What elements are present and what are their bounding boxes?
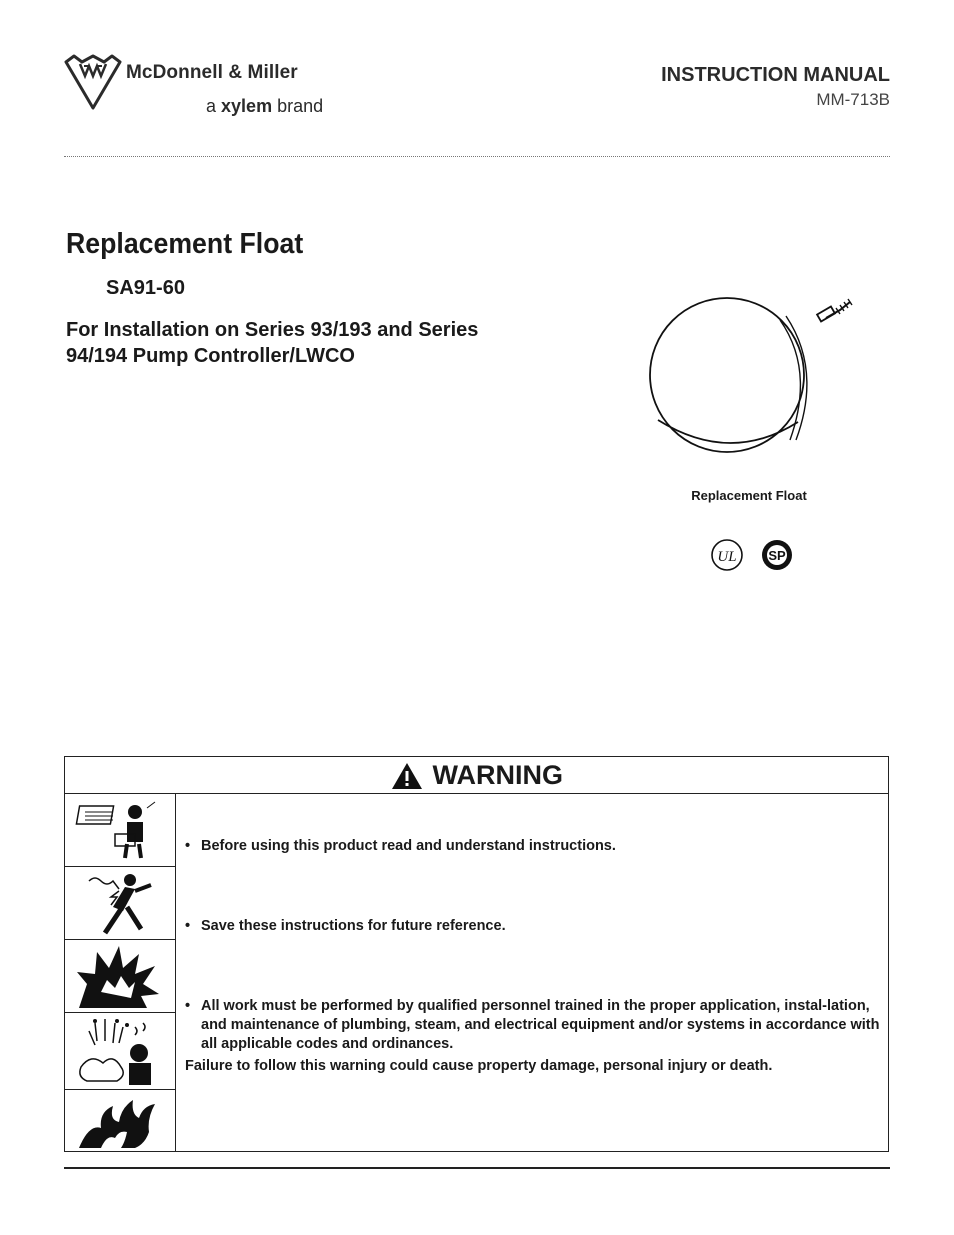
- brand-subline: [206, 96, 323, 117]
- brand-sub-suffix: brand: [277, 96, 324, 116]
- document-type: INSTRUCTION MANUAL: [661, 64, 890, 86]
- model-number: SA91-60: [106, 277, 185, 299]
- warning-triangle-icon: [390, 761, 424, 791]
- brand-sub-prefix: a: [206, 96, 217, 116]
- brand-logo-icon: [62, 52, 124, 112]
- warning-bullet: • Before using this product read and understand instructions.: [185, 837, 897, 856]
- figure-caption: Replacement Float: [691, 488, 807, 503]
- svg-text:SP: SP: [768, 548, 786, 563]
- hazard-icon-column: [65, 794, 176, 1151]
- hazard-cell: [65, 867, 175, 940]
- csa-certification-icon: [760, 538, 794, 572]
- warning-footer-text: Failure to follow this warning could cause property damage, personal injury or death.: [185, 1058, 773, 1074]
- hazard-cell: [65, 794, 175, 867]
- replacement-float-illustration: [640, 290, 880, 480]
- electric-shock-icon: [75, 871, 165, 937]
- hazard-cell: [65, 1013, 175, 1090]
- hazard-cell: [65, 1090, 175, 1151]
- hazard-cell: [65, 940, 175, 1013]
- page-title: Replacement Float: [66, 228, 304, 260]
- warning-bullet: • All work must be performed by qualified personnel trained in the proper application, instal-lation, and maintenance of plumbing, steam, and electrical equipment and/or systems in accordance with all applicable codes and ordinances.: [185, 997, 897, 1054]
- header-divider: [64, 156, 890, 157]
- warning-box: [64, 756, 889, 1152]
- burn-scald-icon: [75, 1017, 165, 1087]
- warning-bullet: • Save these instructions for future reference.: [185, 917, 897, 936]
- fire-icon: [75, 1094, 165, 1150]
- read-manual-icon: [75, 798, 165, 864]
- warning-title: WARNING: [432, 760, 563, 790]
- explosion-icon: [75, 944, 165, 1010]
- brand-sub-mark: xylem: [221, 96, 273, 116]
- document-number: MM-713B: [816, 90, 890, 109]
- ul-certification-icon: [710, 538, 744, 572]
- brand-name: McDonnell & Miller: [126, 62, 298, 83]
- bottom-divider: [64, 1167, 890, 1169]
- warning-header: [65, 757, 888, 794]
- page-subtitle: For Installation on Series 93/193 and Series 94/194 Pump Controller/LWCO: [66, 319, 479, 367]
- svg-text:UL: UL: [717, 549, 737, 565]
